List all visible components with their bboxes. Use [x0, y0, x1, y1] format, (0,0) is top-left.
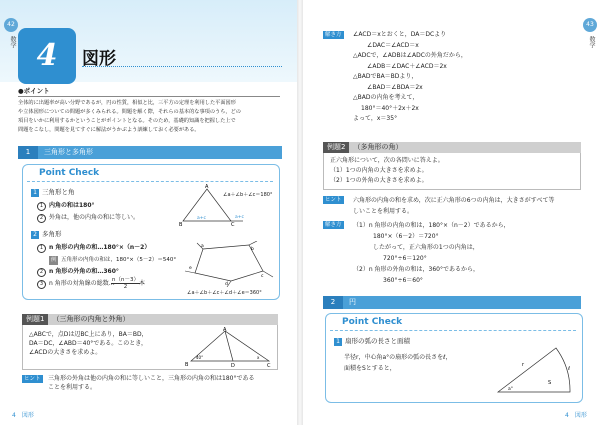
svg-text:a: a [201, 244, 204, 249]
solution2-text [353, 220, 510, 286]
fraction-numerator: n（n－3） [112, 277, 139, 283]
example-title: （多角形の角） [353, 143, 403, 151]
pentagon-figure [183, 241, 275, 287]
chapter-title: 図形 [82, 49, 116, 69]
hint-line: しいことを利用する。 [353, 208, 414, 215]
item-text: 外角は，他の内角の和に等しい。 [49, 214, 140, 221]
svg-text:a+c: a+c [197, 216, 207, 221]
subsection-1 [31, 187, 75, 197]
sub2-example [49, 255, 176, 265]
point-line: 問題をこなし，問題を見てすぐに解法がうかぶよう訓練しておく必要がある。 [18, 127, 200, 133]
hint-text [353, 195, 554, 217]
point-line: 全体的に出題率が高い分野であるが，円の性質，相似と比，三平方の定理を利用した平面図形 [18, 100, 236, 106]
sub1-item-2 [37, 213, 139, 223]
item-text: n 角形の対角線の総数… [49, 280, 115, 287]
point-check-rule [27, 181, 273, 182]
svg-text:b: b [251, 247, 254, 252]
solution-line: よって，x＝35° [353, 115, 398, 122]
solution-line: したがって，正六角形の1つの内角は， [373, 244, 479, 251]
side-label: 数学 [9, 36, 16, 48]
point-check-box [325, 313, 583, 403]
hint-line: 六角形の内角の和を求め，次に正六角形の6つの内角は，大きさがすべて等 [353, 197, 555, 204]
item-text: n 角形の外角の和…360° [49, 268, 119, 275]
item-marker: 1 [37, 202, 46, 211]
triangle-figure [173, 183, 277, 227]
section-number: 2 [323, 296, 343, 309]
point-check-box [22, 164, 280, 300]
example-line: （2）1つの外角の大きさを求めよ。 [330, 177, 428, 184]
section-bar-2 [323, 296, 581, 309]
right-page [303, 0, 600, 425]
figure1-caption: ∠a＋∠b＋∠c＝180° [223, 192, 273, 198]
solution-line: 720°÷6＝120° [383, 255, 427, 262]
subsection-number: 1 [31, 189, 39, 197]
example-tag: 例 [51, 257, 57, 263]
point-text [18, 99, 283, 135]
svg-text:d: d [225, 282, 228, 287]
item-marker: 2 [37, 268, 46, 277]
solution-line: 360°÷6＝60° [383, 277, 423, 284]
svg-text:B: B [185, 362, 189, 367]
subsection-1 [334, 336, 410, 346]
solution-line: 180°＝40°＋2x＋2x [361, 104, 419, 112]
item-text: 内角の和は180° [49, 202, 95, 209]
example-line: DA＝DC，∠ABD＝40°である。このとき， [29, 340, 148, 347]
section-title: 三角形と多角形 [44, 148, 93, 156]
item-text: n 角形の内角の和…180°×（n－2） [49, 244, 151, 251]
svg-text:S: S [548, 380, 552, 386]
subsection-title: 三角形と角 [42, 188, 75, 196]
section-bar-1 [18, 146, 282, 159]
svg-text:c: c [261, 274, 264, 279]
sub2-item-3 [37, 279, 115, 289]
solution-text [353, 30, 467, 125]
sub1-line: 半径r，中心角a°の扇形の弧の長さをℓ， [344, 354, 452, 361]
solution-line: 180°×（6－2）＝720° [373, 233, 439, 240]
left-page [0, 0, 297, 425]
solution2-tag: 解き方 [325, 222, 342, 228]
example-line: △ABCで，点Dは辺BC上にあり，BA＝BD， [29, 331, 148, 338]
section-title: 円 [349, 298, 356, 306]
sub2-item-1 [37, 243, 150, 253]
example2-body [323, 153, 581, 190]
svg-text:A: A [205, 184, 209, 190]
item-marker: 1 [37, 244, 46, 253]
solution-line: △ADCで，∠ADBは∠ADCの外角だから， [353, 52, 467, 59]
point-check-title: Point Check [342, 317, 403, 327]
figure2-caption: ∠a＋∠b＋∠c＋∠d＋∠e＝360° [187, 290, 262, 296]
point-check-rule [330, 330, 576, 331]
point-line: 項目をいかに利用するかということがポイントとなる。そのため，基礎的知識を把握した上で [18, 118, 236, 124]
hint-line: ことを利用する。 [48, 384, 97, 391]
point-heading: ●ポイント [18, 87, 50, 95]
svg-text:B: B [179, 222, 183, 227]
page-number: 42 [4, 18, 18, 32]
example-label: 例題2 [323, 142, 349, 153]
subsection-number: 1 [334, 338, 342, 346]
chapter-number: 4 [18, 28, 76, 84]
solution-line: ∠ADB＝∠DAC＋∠ACD＝2x [367, 62, 447, 70]
hint-line: 三角形の外角は他の内角の和に等しいこと，三角形の内角の和は180°である [48, 375, 255, 382]
example2-header [323, 142, 581, 153]
hint-tag: ヒント [24, 376, 41, 382]
solution-line: ∠BAD＝∠BDA＝2x [367, 83, 423, 91]
hint-tag: ヒント [325, 197, 342, 203]
svg-text:C: C [267, 363, 271, 367]
sector-figure [494, 340, 578, 398]
svg-text:a°: a° [508, 387, 514, 392]
example-line: （1）1つの内角の大きさを求めよ。 [330, 167, 428, 174]
sub2-item-3-suffix: 本 [139, 280, 146, 287]
subsection-2 [31, 229, 62, 239]
example1-header [22, 314, 278, 325]
example-line: ∠ACDの大きさを求めよ。 [29, 349, 102, 356]
svg-text:r: r [522, 362, 525, 368]
svg-text:D: D [231, 363, 235, 367]
svg-text:ℓ: ℓ [568, 366, 571, 372]
fraction-denominator: 2 [123, 284, 128, 290]
point-check-title: Point Check [39, 168, 100, 178]
example1-text [29, 330, 148, 357]
point-line: や立体図形についての問題が多くみられる。問題を解く際，それらの基本的な事項のうち，どの [18, 109, 241, 115]
side-label: 数学 [588, 36, 595, 48]
point-heading-rule [18, 96, 280, 97]
example2-text [330, 156, 444, 186]
page-footer: 4 図形 [12, 412, 34, 419]
example1-figure [183, 327, 275, 367]
page-footer: 4 図形 [565, 412, 587, 419]
item-marker: 3 [37, 280, 46, 289]
solution-line: ∠DAC＝∠ACD＝x [367, 41, 419, 49]
sub1-text [344, 352, 452, 374]
sub1-line: 面積をSとすると， [344, 365, 396, 372]
example-line: 正六角形について，次の各問いに答えよ。 [330, 157, 444, 164]
page-number: 43 [583, 18, 597, 32]
section-number: 1 [18, 146, 38, 159]
subsection-title: 多角形 [42, 230, 62, 238]
sub1-item-1 [37, 201, 95, 211]
subsection-number: 2 [31, 231, 39, 239]
hint-text [48, 374, 254, 392]
solution-line: △BADでBA＝BDより， [353, 73, 418, 80]
svg-text:x: x [257, 355, 260, 360]
example-title: （三角形の内角と外角） [52, 315, 130, 323]
example1-body [22, 325, 278, 370]
svg-text:e: e [189, 266, 192, 271]
svg-text:C: C [231, 222, 235, 227]
solution-line: △BADの内角を考えて， [353, 94, 419, 101]
diagonal-fraction [111, 275, 140, 290]
sub2-item-2 [37, 267, 119, 277]
solution-tag: 解き方 [325, 32, 342, 38]
solution-line: （2）n 角形の外角の和は，360°であるから， [353, 266, 479, 273]
svg-text:40°: 40° [196, 355, 204, 360]
item-marker: 2 [37, 214, 46, 223]
svg-text:A: A [223, 327, 227, 333]
solution-line: ∠ACD＝xとおくと，DA＝DCより [353, 31, 447, 38]
svg-text:a+c: a+c [235, 215, 245, 220]
example-text: 五角形の内角の和は，180°×（5－2）＝540° [61, 257, 177, 263]
chapter-title-rule [82, 66, 282, 67]
solution-line: （1）n 角形の内角の和は，180°×（n－2）であるから， [353, 222, 510, 229]
subsection-title: 扇形の弧の長さと面積 [345, 337, 410, 345]
example-label: 例題1 [22, 314, 48, 325]
